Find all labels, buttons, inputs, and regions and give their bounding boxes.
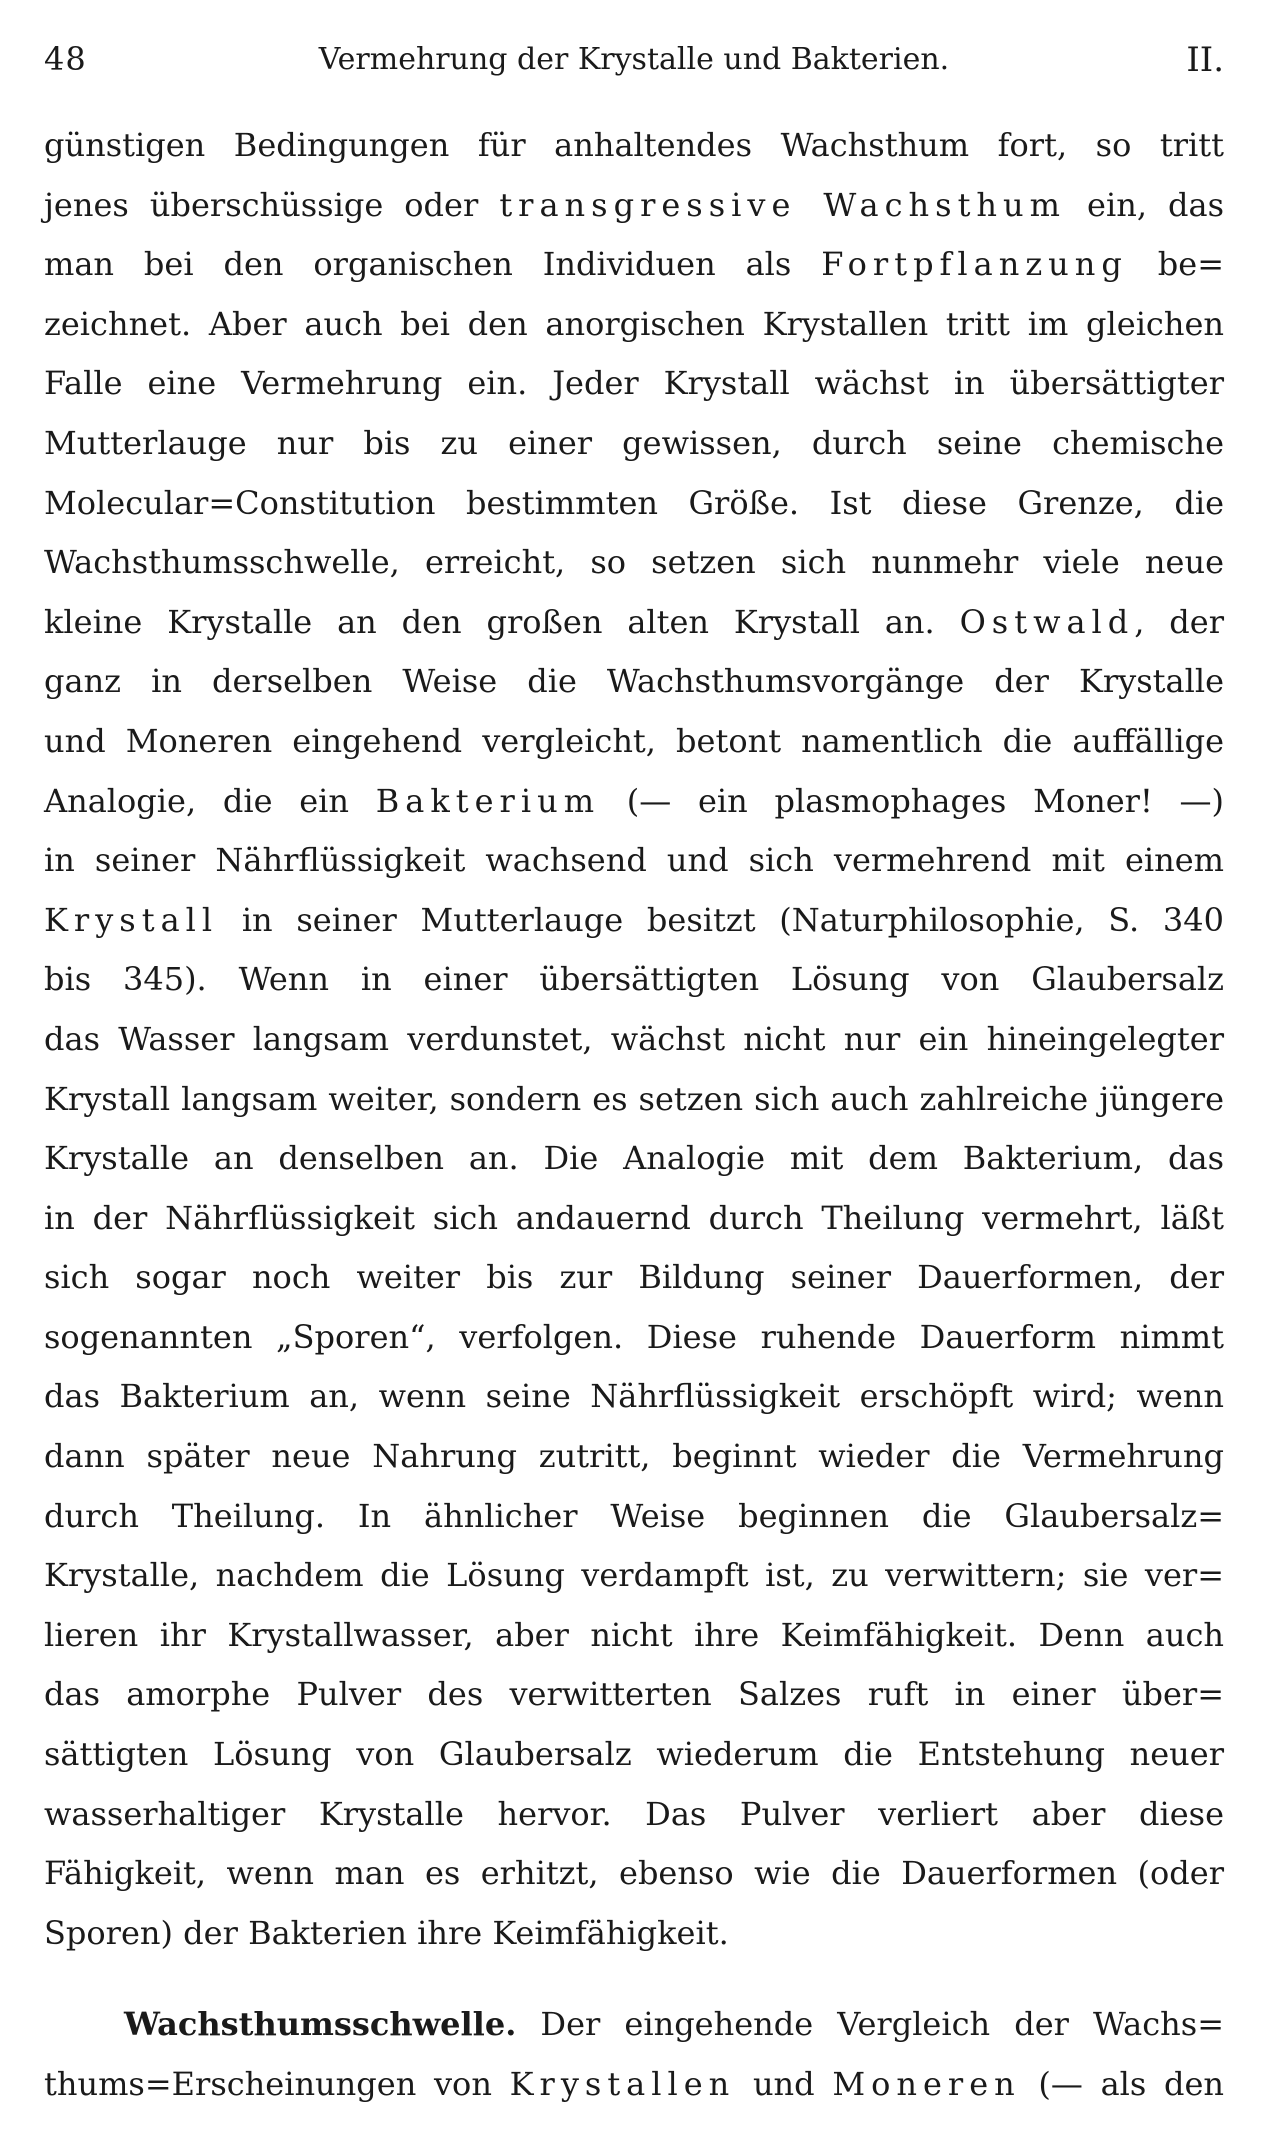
spaced-emphasis: transgressive Wachsthum xyxy=(499,185,1066,224)
text-line xyxy=(44,1248,1224,1308)
paragraph xyxy=(44,116,1224,1963)
text-run: und xyxy=(735,2065,833,2103)
text-run: das Bakterium an, wenn seine Nährflüssigkeit erschöpft wird; wenn xyxy=(44,1377,1224,1416)
text-run: Fähigkeit, wenn man es erhitzt, ebenso wie die Dauerformen (oder xyxy=(44,1854,1224,1893)
spaced-emphasis: Krystall xyxy=(44,900,219,939)
text-run: Molecular=Constitution bestimmten Größe. Ist diese Grenze, die xyxy=(44,483,1224,522)
text-line xyxy=(44,1904,1224,1964)
text-run: lieren ihr Krystallwasser, aber nicht ihre Keimfähigkeit. Denn auch xyxy=(44,1615,1224,1654)
text-run: ein, das xyxy=(1066,185,1225,224)
text-run: , der xyxy=(1134,602,1225,641)
text-run: Mutterlauge nur bis zu einer gewissen, durch seine chemische xyxy=(44,423,1224,462)
text-line xyxy=(44,1725,1224,1785)
text-run: in der Nährflüssigkeit sich andauernd durch Theilung vermehrt, läßt xyxy=(44,1198,1224,1237)
text-line xyxy=(44,652,1224,712)
text-line xyxy=(44,950,1224,1010)
text-line xyxy=(44,474,1224,534)
text-run: in seiner Nährflüssigkeit wachsend und sich vermehrend mit einem xyxy=(44,841,1224,880)
text-line xyxy=(44,176,1224,236)
page-header xyxy=(44,40,1224,96)
spaced-emphasis: Ostwald xyxy=(959,602,1135,641)
spaced-emphasis: Bakterium xyxy=(375,781,601,820)
text-line xyxy=(44,1665,1224,1725)
text-line xyxy=(44,354,1224,414)
text-run: in seiner Mutterlauge besitzt (Naturphilosophie, S. 340 xyxy=(218,900,1224,939)
text-line xyxy=(44,831,1224,891)
section-heading: Wachsthumsschwelle. xyxy=(124,2005,517,2044)
text-run: man bei den organischen Individuen als xyxy=(44,245,822,284)
text-line xyxy=(44,414,1224,474)
text-line xyxy=(44,1010,1224,1070)
page-number: 48 xyxy=(44,40,87,78)
text-run: kleine Krystalle an den großen alten Krystall an. xyxy=(44,602,960,641)
text-run: Krystalle, nachdem die Lösung verdampft ist, zu verwittern; sie ver= xyxy=(44,1556,1224,1595)
text-line xyxy=(44,1546,1224,1606)
text-run: Analogie, die ein xyxy=(44,781,376,820)
text-line xyxy=(44,593,1224,653)
text-run: thums=Erscheinungen von xyxy=(44,2065,510,2103)
text-run: Wachsthumsschwelle, erreicht, so setzen sich nunmehr viele neue xyxy=(44,543,1224,582)
text-line xyxy=(44,772,1224,832)
text-run: ganz in derselben Weise die Wachsthumsvorgänge der Krystalle xyxy=(44,662,1224,701)
text-run: und Moneren eingehend vergleicht, betont namentlich die auffällige xyxy=(44,721,1224,760)
text-run: bis 345). Wenn in einer übersättigten Lösung von Glaubersalz xyxy=(44,960,1224,999)
text-line xyxy=(44,116,1224,176)
text-line xyxy=(44,1844,1224,1904)
text-line xyxy=(44,533,1224,593)
text-line xyxy=(44,1308,1224,1368)
text-run: sich sogar noch weiter bis zur Bildung seiner Dauerformen, der xyxy=(44,1258,1224,1297)
text-run: sättigten Lösung von Glaubersalz wiederum die Entstehung neuer xyxy=(44,1735,1224,1774)
text-line xyxy=(44,1487,1224,1547)
text-line xyxy=(44,235,1224,295)
text-line xyxy=(44,1129,1224,1189)
text-run: dann später neue Nahrung zutritt, beginnt wieder die Vermehrung xyxy=(44,1437,1224,1476)
running-title: Vermehrung der Krystalle und Bakterien. xyxy=(318,42,950,77)
text-run: Sporen) der Bakterien ihre Keimfähigkeit. xyxy=(44,1913,729,1952)
text-run: (— als den xyxy=(1020,2065,1225,2103)
text-line xyxy=(44,1995,1224,2055)
text-line xyxy=(44,1785,1224,1845)
spaced-emphasis: Fortpflanzung xyxy=(821,245,1128,284)
text-line xyxy=(44,1427,1224,1487)
text-run: das amorphe Pulver des verwitterten Salzes ruft in einer über= xyxy=(44,1675,1224,1714)
text-run: günstigen Bedingungen für anhaltendes Wachsthum fort, so tritt xyxy=(44,126,1224,164)
text-run: Krystalle an denselben an. Die Analogie mit dem Bakterium, das xyxy=(44,1139,1224,1178)
text-line xyxy=(44,712,1224,772)
text-line xyxy=(44,2055,1224,2115)
text-run: das Wasser langsam verdunstet, wächst nicht nur ein hineingelegter xyxy=(44,1019,1224,1058)
body-text xyxy=(44,116,1224,2115)
text-line xyxy=(44,295,1224,355)
text-run: Falle eine Vermehrung ein. Jeder Krystall wächst in übersättigter xyxy=(44,364,1224,403)
text-run: jenes überschüssige oder xyxy=(44,185,500,224)
text-line xyxy=(44,1606,1224,1666)
text-run: be= xyxy=(1127,245,1224,284)
text-run: Krystall langsam weiter, sondern es setzen sich auch zahlreiche jüngere xyxy=(44,1079,1224,1118)
text-run: sogenannten „Sporen“, verfolgen. Diese ruhende Dauerform nimmt xyxy=(44,1317,1224,1356)
text-run: (— ein plasmophages Moner! —) xyxy=(600,781,1225,820)
text-run: zeichnet. Aber auch bei den anorgischen Krystallen tritt im gleichen xyxy=(44,304,1224,343)
text-line xyxy=(44,1367,1224,1427)
text-run: wasserhaltiger Krystalle hervor. Das Pulver verliert aber diese xyxy=(44,1794,1224,1833)
text-line xyxy=(44,1070,1224,1130)
chapter-number: II. xyxy=(1186,40,1224,80)
text-line xyxy=(44,891,1224,951)
book-page xyxy=(44,40,1224,2115)
spaced-emphasis: Moneren xyxy=(832,2065,1021,2103)
text-line xyxy=(44,1189,1224,1249)
text-run: Der eingehende Vergleich der Wachs= xyxy=(516,2005,1224,2044)
paragraph xyxy=(44,1995,1224,2114)
spaced-emphasis: Krystallen xyxy=(509,2065,736,2103)
text-run: durch Theilung. In ähnlicher Weise beginnen die Glaubersalz= xyxy=(44,1496,1224,1535)
